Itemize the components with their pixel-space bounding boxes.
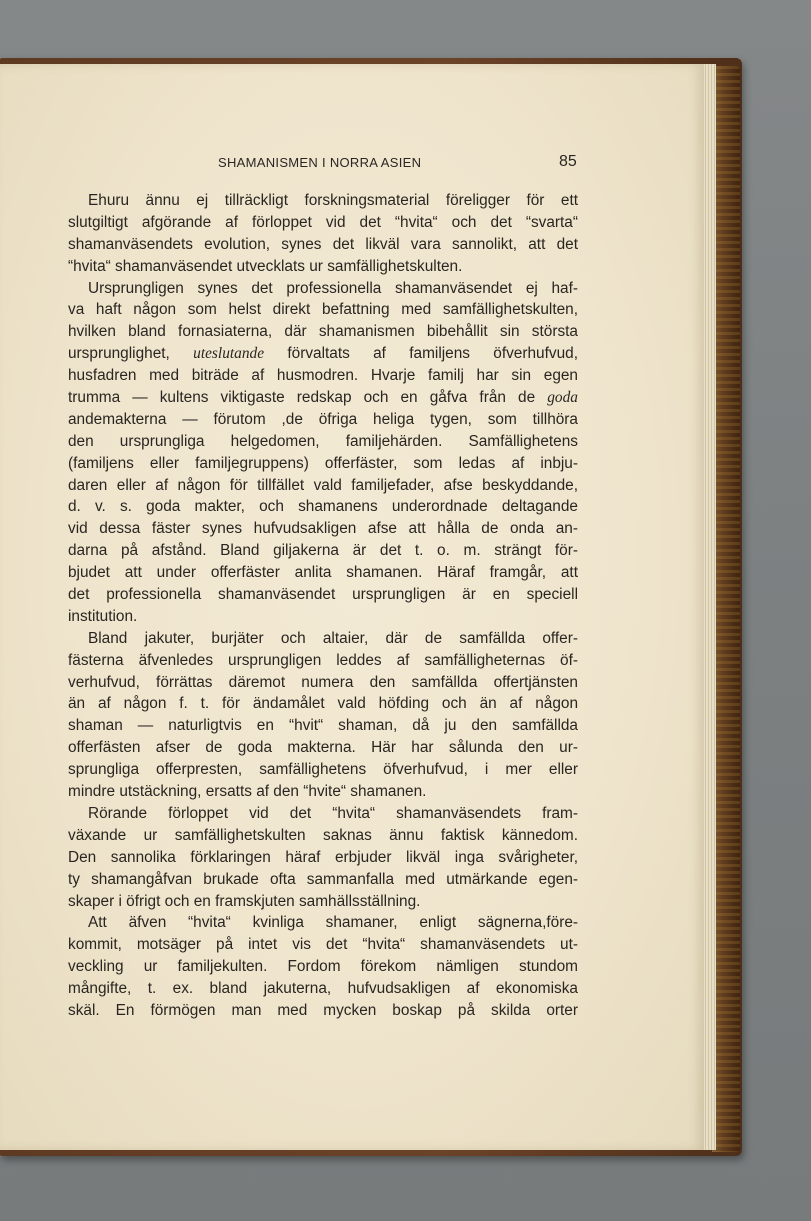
text-line: husfadren med biträde af husmodren. Hvarje familj har sin egen bbox=[68, 367, 578, 385]
text-line: shamanväsendets evolution, synes det likväl vara sannolikt, att det bbox=[68, 235, 578, 253]
text-line: “hvita“ shamanväsendet utvecklats ur samfällighetskulten. bbox=[68, 257, 463, 275]
text-line: va haft någon som helst direkt befattning med samfällighetskulten, bbox=[68, 301, 578, 319]
text-line-mixed bbox=[68, 387, 578, 409]
text-line: bjudet att under offerfäster anlita shamanen. Häraf framgår, att bbox=[68, 564, 578, 582]
text-line: det professionella shamanväsendet ursprungligen är en speciell bbox=[68, 586, 578, 604]
page-number: 85 bbox=[559, 153, 577, 170]
text-line: fästerna äfvenledes ursprungligen leddes af samfälligheternas öf- bbox=[68, 651, 578, 669]
text-line-mixed bbox=[68, 343, 578, 365]
text-line: institution. bbox=[68, 607, 138, 625]
text-line: mångifte, t. ex. bland jakuterna, hufvudsakligen af ekonomiska bbox=[68, 980, 578, 998]
text-line: shaman — naturligtvis en “hvit“ shaman, då ju den samfällda bbox=[68, 717, 578, 735]
running-head: SHAMANISMEN I NORRA ASIEN bbox=[218, 155, 422, 170]
text-segment: förvaltats af familjens öfverhufvud, bbox=[287, 345, 578, 363]
text-line: Den sannolika förklaringen häraf erbjuder likväl inga svårigheter, bbox=[68, 848, 578, 866]
text-line: skaper i öfrigt och en framskjuten samhällsställning. bbox=[68, 892, 421, 910]
text-line: Ursprungligen synes det professionella shamanväsendet ej haf- bbox=[88, 279, 578, 297]
text-line: växande ur samfällighetskulten saknas ännu faktisk kännedom. bbox=[68, 826, 578, 844]
text-line: än af någon f. t. för ändamålet vald höfding och än af någon bbox=[68, 695, 578, 713]
text-line: offerfästen afser de goda makterna. Här har sålunda den ur- bbox=[68, 739, 578, 757]
text-line: Rörande förloppet vid det “hvita“ shamanväsendets fram- bbox=[88, 804, 578, 822]
book-cover-edge bbox=[712, 66, 740, 1152]
text-line: daren eller af någon för tillfället vald familjefader, afse beskyddande, bbox=[68, 476, 578, 494]
text-line: veckling ur familjekulten. Fordom förekom nämligen stundom bbox=[68, 958, 578, 976]
italic-word: goda bbox=[547, 389, 578, 407]
text-line: mindre utstäckning, ersatts af den “hvite“ shamanen. bbox=[68, 783, 427, 801]
italic-word: uteslutande bbox=[193, 345, 265, 363]
text-segment: trumma — kultens viktigaste redskap och en gåfva från de bbox=[68, 389, 536, 407]
text-line: kommit, motsäger på intet vis det “hvita“ shamanväsendets ut- bbox=[68, 936, 578, 954]
text-line: d. v. s. goda makter, och shamanens underordnade deltagande bbox=[68, 498, 578, 516]
text-line: (familjens eller familjegruppens) offerfäster, som ledas af inbju- bbox=[68, 454, 578, 472]
text-line: den ursprungliga helgedomen, familjehärden. Samfällighetens bbox=[68, 432, 578, 450]
text-line: hvilken bland fornasiaterna, där shamanismen bibehållit sin största bbox=[68, 323, 578, 341]
text-line: Att äfven “hvita“ kvinliga shamaner, enligt sägnerna,före- bbox=[88, 914, 578, 932]
text-line: verhufvud, förrättas däremot numera den samfällda offertjänsten bbox=[68, 673, 578, 691]
text-line: sprungliga offerpresten, samfällighetens öfverhufvud, i mer eller bbox=[68, 761, 578, 779]
body-text bbox=[68, 190, 578, 1022]
text-line: Bland jakuter, burjäter och altaier, där de samfällda offer- bbox=[88, 629, 578, 647]
text-line: andemakterna — förutom ,de öfriga heliga tygen, som tillhöra bbox=[68, 410, 578, 428]
text-line: darna på afstånd. Bland giljakerna är det t. o. m. strängt för- bbox=[68, 542, 578, 560]
text-line: vid dessa fäster synes hufvudsakligen afse att hålla de onda an- bbox=[68, 520, 578, 538]
text-segment: ursprunglighet, bbox=[68, 345, 170, 363]
text-line: skäl. En förmögen man med mycken boskap på skilda orter bbox=[68, 1001, 578, 1019]
text-line: slutgiltigt afgörande af förloppet vid det “hvita“ och det “svarta“ bbox=[68, 213, 578, 231]
text-line: ty shamangåfvan brukade ofta sammanfalla med utmärkande egen- bbox=[68, 870, 578, 888]
text-line: Ehuru ännu ej tillräckligt forskningsmaterial föreligger för ett bbox=[88, 192, 578, 209]
